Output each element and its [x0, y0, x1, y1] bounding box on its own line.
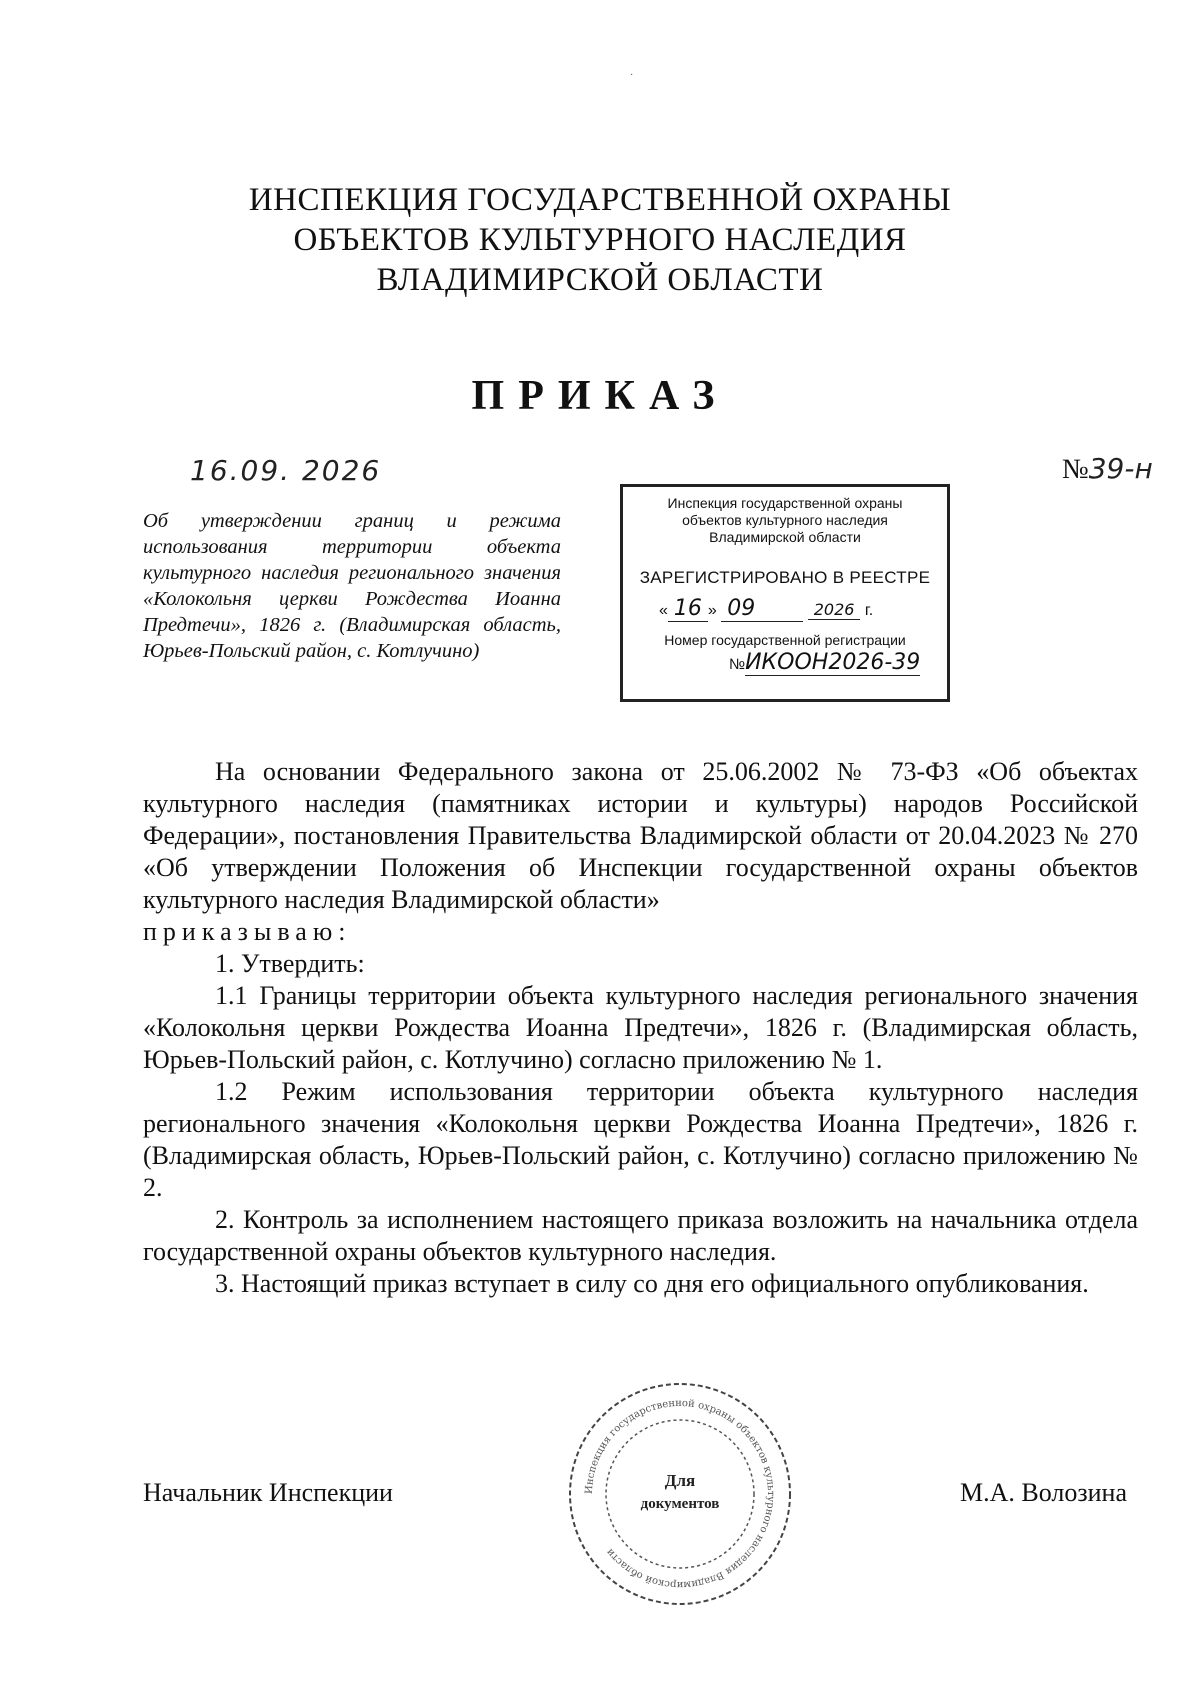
stamp-day: 16 — [668, 596, 708, 622]
issuer-line-3: ВЛАДИМИРСКОЙ ОБЛАСТИ — [376, 262, 824, 298]
order-number — [1062, 452, 1153, 486]
seal-ring-text: Инспекция государственной охраны объектов культурного наследия Владимирской области — [583, 1397, 777, 1591]
registration-stamp — [620, 484, 950, 702]
signer-position: Начальник Инспекции — [143, 1478, 393, 1507]
item-1: 1. Утвердить: — [215, 949, 365, 978]
stamp-regnum-prefix: № — [729, 656, 746, 673]
order-subject: Об утверждении границ и режима использования территории объекта культурного наследия регионального значения «Колокольня церкви Рождества Иоанна Предтечи», 1826 г. (Владимирская область, Юрьев-Польский район, с. Котлучино) — [143, 510, 561, 662]
number-sign: № — [1062, 454, 1089, 485]
issuer-line-2: ОБЪЕКТОВ КУЛЬТУРНОГО НАСЛЕДИЯ — [293, 222, 907, 258]
seal-outer-ring — [570, 1384, 790, 1604]
signer-name: М.А. Волозина — [960, 1478, 1128, 1507]
seal-inner-ring — [606, 1420, 754, 1568]
stamp-org-line-2: объектов культурного наследия — [682, 512, 888, 528]
seal-center-line-1: Для — [664, 1471, 696, 1490]
seal-center-line-2: документов — [640, 1496, 720, 1512]
handwritten-number: 39-н — [1088, 452, 1153, 485]
official-seal — [564, 1378, 796, 1610]
stamp-regnum-value: ИКООН2026-39 — [745, 650, 921, 675]
stamp-org-line-3: Владимирской области — [709, 529, 861, 545]
item-1-1: 1.1 Границы территории объекта культурного наследия регионального значения «Колокольня церкви Рождества Иоанна Предтечи», 1826 г. (Владимирская область, Юрьев-Польский район, с. Котлучино) согласно приложению № 1. — [143, 981, 1138, 1074]
order-word: приказываю: — [143, 917, 352, 946]
stamp-regnum-label: Номер государственной регистрации — [664, 632, 906, 648]
item-3: 3. Настоящий приказ вступает в силу со дня его официального опубликования. — [215, 1269, 1089, 1298]
item-1-2: 1.2 Режим использования территории объекта культурного наследия регионального значения «Колокольня церкви Рождества Иоанна Предтечи», 1826 г. (Владимирская область, Юрьев-Польский район, с. Котлучино) согласно приложению № 2. — [143, 1077, 1138, 1202]
stamp-regnum-line — [623, 650, 947, 675]
stamp-registered-label: ЗАРЕГИСТРИРОВАНО В РЕЕСТРЕ — [639, 568, 931, 587]
issuer-line-1: ИНСПЕКЦИЯ ГОСУДАРСТВЕННОЙ ОХРАНЫ — [248, 182, 952, 218]
handwritten-date: 16.09. 2026 — [190, 454, 382, 487]
stamp-organization — [623, 495, 947, 546]
stamp-month: 09 — [721, 596, 803, 622]
issuer-header — [0, 180, 1200, 300]
stamp-year: 2026 — [808, 600, 861, 620]
item-2: 2. Контроль за исполнением настоящего приказа возложить на начальника отдела государственной охраны объектов культурного наследия. — [143, 1205, 1138, 1266]
preamble-paragraph: На основании Федерального закона от 25.06.2002 № 73-ФЗ «Об объектах культурного наследия (памятниках истории и культуры) народов Российской Федерации», постановления Правительства Владимирской области от 20.04.2023 № 270 «Об утверждении Положения об Инспекции государственной охраны объектов культурного наследия Владимирской области» — [143, 757, 1138, 914]
scan-speck: · — [630, 70, 634, 81]
stamp-year-suffix: г. — [864, 602, 874, 619]
stamp-org-line-1: Инспекция государственной охраны — [667, 495, 903, 511]
document-title: ПРИКАЗ — [471, 373, 729, 419]
stamp-date-line: « 16 » 09 2026 г. — [659, 596, 874, 621]
order-body — [143, 756, 1138, 1300]
